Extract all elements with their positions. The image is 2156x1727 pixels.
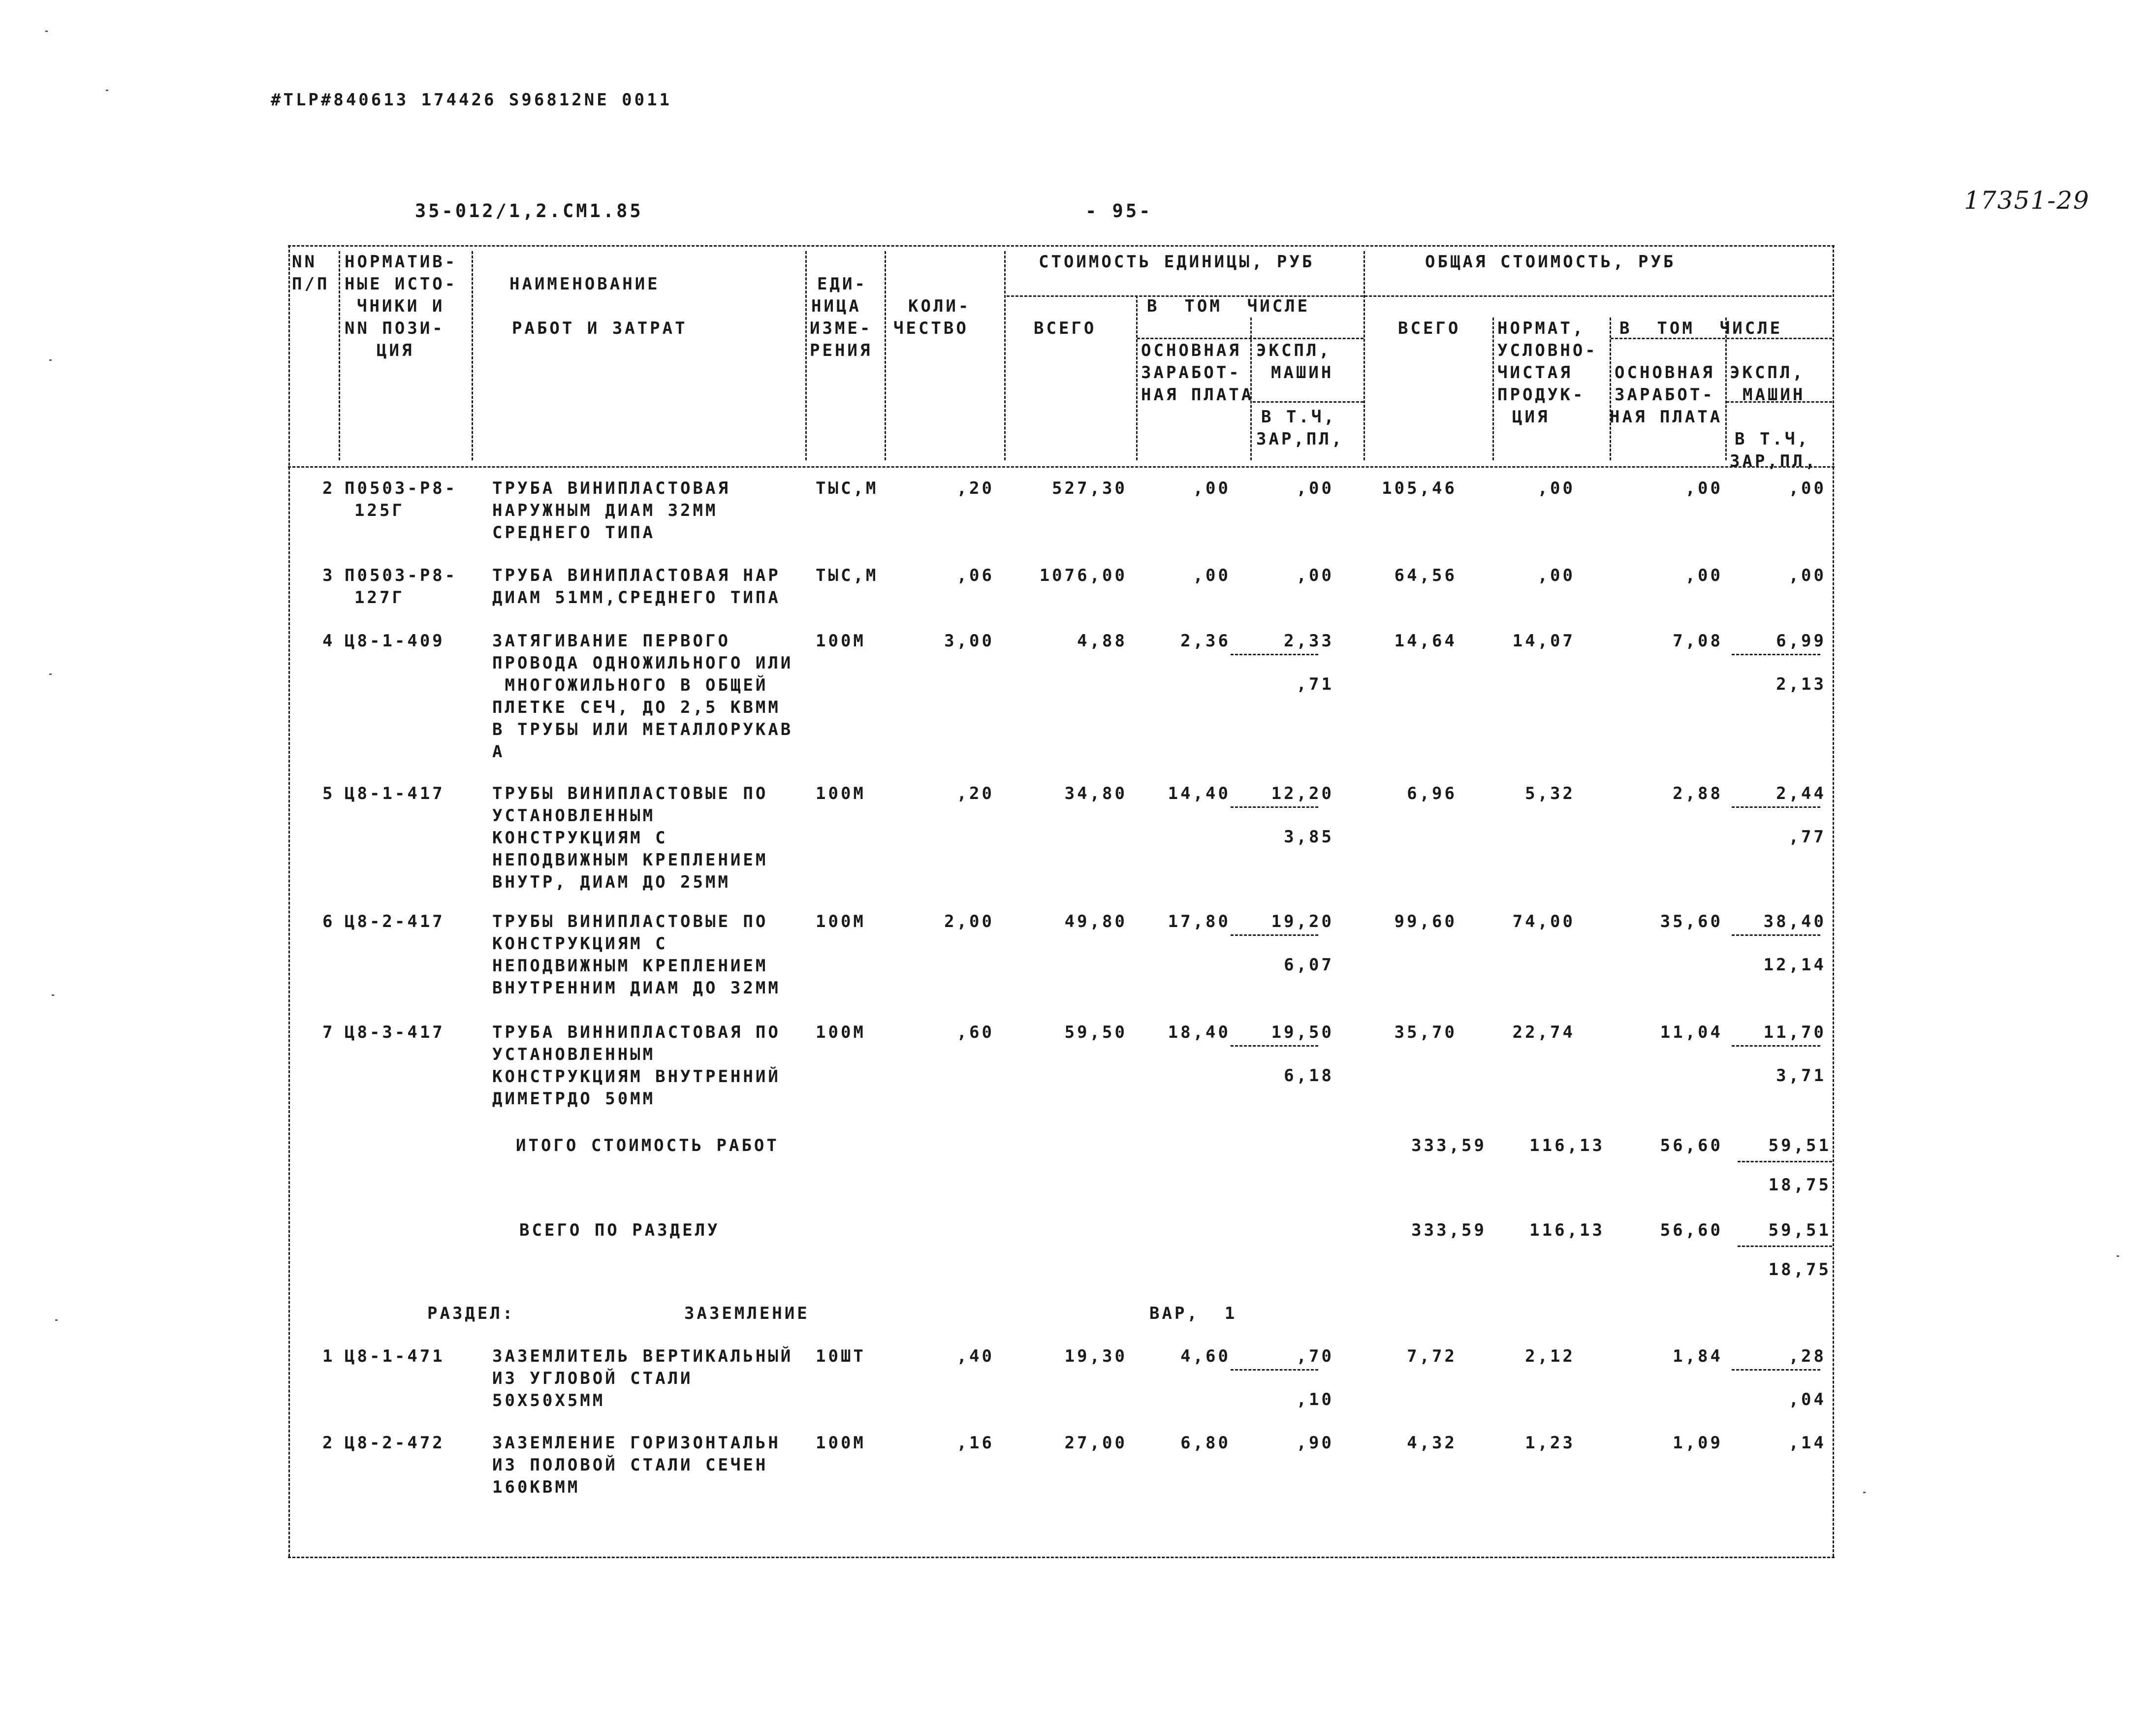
header-subrule <box>1253 401 1363 403</box>
norm-source-code: 127Г <box>354 588 405 608</box>
work-description: ДИМЕТРДО 50ММ <box>492 1089 656 1109</box>
subtotal-label: ИТОГО СТОИМОСТЬ РАБОТ <box>516 1136 779 1155</box>
header-unit-line2: НИЦА <box>811 296 861 316</box>
cell-uc-total: 49,80 <box>1064 912 1127 931</box>
total-ekspl-rule <box>1732 806 1820 808</box>
row-number: 6 <box>322 912 335 931</box>
row-number: 2 <box>322 1433 335 1453</box>
scan-speck <box>1863 1492 1866 1493</box>
section-total-norm: 116,13 <box>1529 1220 1605 1240</box>
work-description: УСТАНОВЛЕННЫМ <box>492 806 656 826</box>
header-total-osn2: ЗАРАБОТ- <box>1615 385 1715 405</box>
cell-tc-total: 4,32 <box>1407 1433 1457 1453</box>
total-ekspl-rule <box>1732 1045 1820 1047</box>
cell-tc-norm: 14,07 <box>1512 631 1575 651</box>
cell-uc-ekspl-zp: ,10 <box>1296 1390 1334 1409</box>
work-description: ТРУБЫ ВИНИПЛАСТОВЫЕ ПО <box>492 784 768 803</box>
table-right-border <box>1833 245 1834 1557</box>
work-description: ТРУБА ВИНИПЛАСТОВАЯ <box>492 479 730 498</box>
work-description: В ТРУБЫ ИЛИ МЕТАЛЛОРУКАВ <box>492 720 793 739</box>
cell-tc-ekspl: 11,70 <box>1763 1023 1826 1042</box>
header-divider <box>339 251 340 460</box>
cell-tc-ekspl: 6,99 <box>1776 631 1826 651</box>
cell-tc-osn: 1,84 <box>1673 1346 1723 1366</box>
section-total-ekspl-zp: 18,75 <box>1768 1260 1831 1279</box>
unit-ekspl-rule <box>1231 1369 1318 1371</box>
section-total-osn: 56,60 <box>1660 1220 1723 1240</box>
scan-speck <box>49 359 52 361</box>
header-unit-cost: СТОИМОСТЬ ЕДИНИЦЫ, РУБ <box>1039 252 1315 272</box>
header-qty-line1: КОЛИ- <box>908 296 971 316</box>
header-divider <box>885 251 886 460</box>
cell-uc-osn: ,00 <box>1193 566 1231 585</box>
cell-tc-ekspl: ,00 <box>1788 479 1826 498</box>
norm-source-code: Ц8-3-417 <box>345 1023 445 1042</box>
unit-of-measure: 100М <box>816 784 866 803</box>
scan-speck <box>55 1319 58 1321</box>
unit-ekspl-rule <box>1231 806 1318 808</box>
cell-uc-ekspl: 19,20 <box>1271 912 1334 931</box>
header-divider <box>805 251 807 460</box>
table-top-border <box>288 245 1835 247</box>
cell-tc-norm: 74,00 <box>1512 912 1575 931</box>
unit-of-measure: ТЫС,М <box>816 479 879 498</box>
cell-uc-ekspl-zp: ,71 <box>1296 674 1334 694</box>
cell-uc-total: 19,30 <box>1064 1346 1127 1366</box>
work-description: ЗАЗЕМЛЕНИЕ ГОРИЗОНТАЛЬН <box>492 1433 781 1453</box>
header-unit-vsego: ВСЕГО <box>1034 319 1097 338</box>
cell-uc-total: 527,30 <box>1052 479 1127 498</box>
subtotal-norm: 116,13 <box>1529 1136 1605 1155</box>
work-description: ПЛЕТКЕ СЕЧ, ДО 2,5 КВММ <box>492 698 781 717</box>
work-description: КОНСТРУКЦИЯМ С <box>492 828 668 848</box>
work-description: ЗАТЯГИВАНИЕ ПЕРВОГО <box>492 631 730 651</box>
norm-source-code: П0503-Р8- <box>345 479 458 498</box>
header-total-ekspl2: МАШИН <box>1743 385 1806 405</box>
work-description: НЕПОДВИЖНЫМ КРЕПЛЕНИЕМ <box>492 850 768 870</box>
work-description: А <box>492 742 505 762</box>
cell-tc-total: 99,60 <box>1394 912 1457 931</box>
cell-tc-total: 14,64 <box>1394 631 1457 651</box>
header-unit-osn2: ЗАРАБОТ- <box>1141 363 1241 383</box>
cell-tc-osn: 1,09 <box>1673 1433 1723 1453</box>
cell-tc-ekspl-zp: 12,14 <box>1763 955 1826 975</box>
cell-tc-total: 6,96 <box>1407 784 1457 803</box>
header-divider <box>1363 251 1365 460</box>
cell-tc-total: 105,46 <box>1382 479 1457 498</box>
cell-tc-norm: 22,74 <box>1512 1023 1575 1042</box>
header-unit-line1: ЕДИ- <box>817 274 867 294</box>
unit-of-measure: 100М <box>816 631 866 651</box>
total-ekspl-rule <box>1732 934 1820 936</box>
scan-speck <box>2117 1255 2119 1257</box>
norm-source-code: Ц8-2-417 <box>345 912 445 931</box>
norm-source-code: Ц8-1-417 <box>345 784 445 803</box>
header-norm-prod5: ЦИЯ <box>1512 407 1550 427</box>
cell-tc-ekspl: 38,40 <box>1763 912 1826 931</box>
cell-uc-ekspl-zp: 3,85 <box>1284 827 1334 847</box>
subtotal-total: 333,59 <box>1411 1136 1487 1155</box>
row-number: 3 <box>322 566 335 585</box>
cell-tc-total: 64,56 <box>1394 566 1457 585</box>
header-nn: NN <box>292 252 317 272</box>
cell-tc-ekspl-zp: ,04 <box>1788 1390 1826 1409</box>
cell-uc-total: 4,88 <box>1077 631 1127 651</box>
header-divider <box>1004 251 1006 460</box>
header-total-vtom: В ТОМ ЧИСЛЕ <box>1619 319 1783 338</box>
cell-qty: ,20 <box>956 479 994 498</box>
cell-qty: 2,00 <box>944 912 994 931</box>
cell-tc-ekspl-zp: ,77 <box>1788 827 1826 847</box>
header-divider <box>1136 295 1138 460</box>
work-description: ТРУБЫ ВИНИПЛАСТОВЫЕ ПО <box>492 912 768 931</box>
work-description: ИЗ ПОЛОВОЙ СТАЛИ СЕЧЕН <box>492 1455 768 1475</box>
work-description: ТРУБА ВИНИПЛАСТОВАЯ НАР <box>492 566 781 585</box>
subtotal-rule <box>1738 1161 1832 1162</box>
unit-of-measure: ТЫС,М <box>816 566 879 585</box>
scan-speck <box>106 90 108 91</box>
header-norm-prod4: ПРОДУК- <box>1497 385 1585 405</box>
subtotal-ekspl-zp: 18,75 <box>1768 1175 1831 1195</box>
cell-uc-total: 59,50 <box>1064 1023 1127 1042</box>
cell-qty: ,40 <box>956 1346 994 1366</box>
cell-tc-osn: ,00 <box>1685 479 1723 498</box>
cell-qty: 3,00 <box>944 631 994 651</box>
header-qty-line2: ЧЕСТВО <box>893 319 969 338</box>
header-pp: П/П <box>292 274 330 294</box>
header-total-vtch2: ЗАР,ПЛ, <box>1730 451 1818 471</box>
header-unit-vtch2: ЗАР,ПЛ, <box>1256 429 1344 449</box>
header-divider <box>472 251 473 460</box>
subtotal-ekspl: 59,51 <box>1768 1136 1831 1155</box>
unit-ekspl-rule <box>1231 934 1318 936</box>
section-total-label: ВСЕГО ПО РАЗДЕЛУ <box>519 1220 720 1240</box>
cell-uc-osn: ,00 <box>1193 479 1231 498</box>
header-total-vsego: ВСЕГО <box>1398 319 1461 338</box>
work-description: ВНУТР, ДИАМ ДО 25ММ <box>492 872 730 892</box>
header-subrule <box>1007 295 1832 297</box>
norm-source-code: 125Г <box>354 501 405 520</box>
table-left-border <box>288 245 290 1557</box>
row-number: 2 <box>322 479 335 498</box>
header-subrule <box>1137 338 1363 339</box>
cell-tc-osn: 11,04 <box>1660 1023 1723 1042</box>
work-description: УСТАНОВЛЕННЫМ <box>492 1045 656 1064</box>
unit-of-measure: 100М <box>816 1023 866 1042</box>
total-ekspl-rule <box>1732 1369 1820 1371</box>
section-label: РАЗДЕЛ: <box>427 1304 515 1323</box>
section-total-rule <box>1738 1246 1832 1247</box>
unit-of-measure: 100М <box>816 912 866 931</box>
header-unit-vtch1: В Т.Ч, <box>1261 407 1336 427</box>
cell-tc-osn: ,00 <box>1685 566 1723 585</box>
cell-tc-ekspl: ,28 <box>1788 1346 1826 1366</box>
total-ekspl-rule <box>1732 654 1820 655</box>
table-bottom-border <box>288 1557 1835 1558</box>
cell-uc-total: 1076,00 <box>1039 566 1127 585</box>
cell-uc-osn: 4,60 <box>1180 1346 1231 1366</box>
unit-of-measure: 10ШТ <box>816 1346 866 1366</box>
cell-tc-norm: 2,12 <box>1525 1346 1575 1366</box>
row-number: 7 <box>322 1023 335 1042</box>
section-name: ЗАЗЕМЛЕНИЕ <box>684 1304 810 1323</box>
cell-tc-ekspl-zp: 3,71 <box>1776 1066 1826 1086</box>
subtotal-osn: 56,60 <box>1660 1136 1723 1155</box>
cell-qty: ,06 <box>956 566 994 585</box>
header-unit-ekspl2: МАШИН <box>1271 363 1334 383</box>
header-total-vtch1: В Т.Ч, <box>1735 429 1810 449</box>
header-norm-line2: НЫЕ ИСТО- <box>345 274 458 294</box>
work-description: МНОГОЖИЛЬНОГО В ОБЩЕЙ <box>492 675 768 695</box>
cell-tc-ekspl-zp: 2,13 <box>1776 674 1826 694</box>
norm-source-code: Ц8-2-472 <box>345 1433 445 1453</box>
unit-ekspl-rule <box>1231 1045 1318 1047</box>
cell-tc-ekspl: ,14 <box>1788 1433 1826 1453</box>
work-description: ТРУБА ВИННИПЛАСТОВАЯ ПО <box>492 1023 781 1042</box>
cell-tc-norm: 1,23 <box>1525 1433 1575 1453</box>
cell-uc-osn: 18,40 <box>1168 1023 1231 1042</box>
page-number: - 95- <box>1085 200 1153 222</box>
work-description: ВНУТРЕННИМ ДИАМ ДО 32ММ <box>492 978 781 998</box>
row-number: 1 <box>322 1346 335 1366</box>
cell-uc-ekspl-zp: 6,18 <box>1284 1066 1334 1086</box>
work-description: КОНСТРУКЦИЯМ С <box>492 934 668 954</box>
norm-source-code: Ц8-1-471 <box>345 1346 445 1366</box>
work-description: НАРУЖНЫМ ДИАМ 32ММ <box>492 501 718 520</box>
cell-uc-total: 27,00 <box>1064 1433 1127 1453</box>
header-total-ekspl1: ЭКСПЛ, <box>1730 363 1805 383</box>
header-unit-ekspl1: ЭКСПЛ, <box>1256 341 1332 360</box>
scan-speck <box>52 994 54 996</box>
cell-uc-ekspl: ,90 <box>1296 1433 1334 1453</box>
header-name-line1: НАИМЕНОВАНИЕ <box>509 274 660 294</box>
header-bottom-border <box>288 466 1835 468</box>
header-norm-line3: ЧНИКИ И <box>357 296 445 316</box>
work-description: КОНСТРУКЦИЯМ ВНУТРЕННИЙ <box>492 1067 781 1087</box>
header-total-osn1: ОСНОВНАЯ <box>1615 363 1715 383</box>
header-norm-prod3: ЧИСТАЯ <box>1497 363 1573 383</box>
cell-tc-total: 7,72 <box>1407 1346 1457 1366</box>
header-unit-line4: РЕНИЯ <box>810 341 873 360</box>
norm-source-code: Ц8-1-409 <box>345 631 445 651</box>
cell-uc-osn: 2,36 <box>1180 631 1231 651</box>
cell-tc-osn: 35,60 <box>1660 912 1723 931</box>
header-unit-osn1: ОСНОВНАЯ <box>1141 341 1241 360</box>
cell-uc-osn: 17,80 <box>1168 912 1231 931</box>
cell-tc-norm: ,00 <box>1537 479 1575 498</box>
row-number: 5 <box>322 784 335 803</box>
header-unit-osn3: НАЯ ПЛАТА <box>1141 385 1254 405</box>
work-description: 160КВММ <box>492 1477 580 1497</box>
cell-qty: ,20 <box>956 784 994 803</box>
header-unit-vtom: В ТОМ ЧИСЛЕ <box>1147 296 1310 316</box>
work-description: ДИАМ 51ММ,СРЕДНЕГО ТИПА <box>492 588 781 608</box>
cell-tc-osn: 2,88 <box>1673 784 1723 803</box>
handwritten-reference: 17351-29 <box>1964 186 2090 215</box>
cell-tc-ekspl: ,00 <box>1788 566 1826 585</box>
header-norm-prod2: УСЛОВНО- <box>1497 341 1598 360</box>
cell-uc-ekspl-zp: 6,07 <box>1284 955 1334 975</box>
norm-source-code: П0503-Р8- <box>345 566 458 585</box>
cell-uc-ekspl: 12,20 <box>1271 784 1334 803</box>
cell-uc-osn: 14,40 <box>1168 784 1231 803</box>
cell-tc-norm: ,00 <box>1537 566 1575 585</box>
header-total-cost: ОБЩАЯ СТОИМОСТЬ, РУБ <box>1425 252 1676 272</box>
cell-qty: ,16 <box>956 1433 994 1453</box>
work-description: ПРОВОДА ОДНОЖИЛЬНОГО ИЛИ <box>492 653 793 673</box>
cell-uc-osn: 6,80 <box>1180 1433 1231 1453</box>
section-total-ekspl: 59,51 <box>1768 1220 1831 1240</box>
cell-uc-ekspl: 2,33 <box>1284 631 1334 651</box>
cell-uc-ekspl: ,70 <box>1296 1346 1334 1366</box>
work-description: СРЕДНЕГО ТИПА <box>492 523 656 543</box>
work-description: 50X50X5ММ <box>492 1391 605 1410</box>
scan-speck <box>49 673 52 675</box>
cell-tc-norm: 5,32 <box>1525 784 1575 803</box>
cell-uc-ekspl: ,00 <box>1296 566 1334 585</box>
header-unit-line3: ИЗМЕ- <box>810 319 873 338</box>
header-name-line2: РАБОТ И ЗАТРАТ <box>512 319 688 338</box>
cell-tc-ekspl: 2,44 <box>1776 784 1826 803</box>
cell-uc-total: 34,80 <box>1064 784 1127 803</box>
header-norm-line4: NN ПОЗИ- <box>345 319 445 338</box>
header-divider <box>1492 318 1494 460</box>
unit-of-measure: 100М <box>816 1433 866 1453</box>
cell-qty: ,60 <box>956 1023 994 1042</box>
work-description: ИЗ УГЛОВОЙ СТАЛИ <box>492 1369 693 1388</box>
scan-speck <box>45 31 48 32</box>
cell-tc-total: 35,70 <box>1394 1023 1457 1042</box>
cell-uc-ekspl: 19,50 <box>1271 1023 1334 1042</box>
unit-ekspl-rule <box>1231 654 1318 655</box>
cell-uc-ekspl: ,00 <box>1296 479 1334 498</box>
work-description: НЕПОДВИЖНЫМ КРЕПЛЕНИЕМ <box>492 956 768 976</box>
cell-tc-osn: 7,08 <box>1673 631 1723 651</box>
header-norm-line5: ЦИЯ <box>377 341 414 360</box>
work-description: ЗАЗЕМЛИТЕЛЬ ВЕРТИКАЛЬНЫЙ <box>492 1346 793 1366</box>
document-reference: 35-012/1,2.CM1.85 <box>415 200 643 222</box>
section-variant: ВАР, 1 <box>1149 1304 1237 1323</box>
row-number: 4 <box>322 631 335 651</box>
teletype-code: #TLP#840613 174426 S96812NE 0011 <box>271 90 672 110</box>
header-total-osn3: НАЯ ПЛАТА <box>1610 407 1723 427</box>
header-norm-prod1: НОРМАТ, <box>1497 319 1585 338</box>
section-total-total: 333,59 <box>1411 1220 1487 1240</box>
header-norm-line1: НОРМАТИВ- <box>345 252 458 272</box>
